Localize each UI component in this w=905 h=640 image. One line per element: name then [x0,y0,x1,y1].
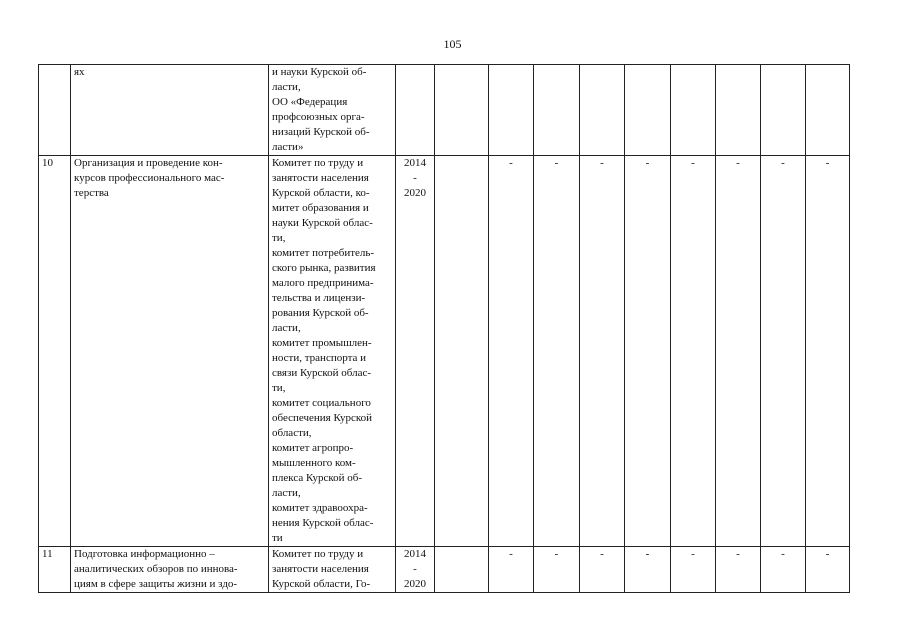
event-cell-line: аналитических обзоров по иннова- [74,563,238,575]
executor-cell-line: комитет социального [272,397,371,409]
executor-cell-line: комитет агропро- [272,442,354,454]
value-cell [489,65,534,156]
value-cell: - [761,156,806,547]
row-number [39,65,71,156]
event-cell-line: циям в сфере защиты жизни и здо- [74,578,238,590]
executor-cell-line: низаций Курской об- [272,126,370,138]
executor-cell-line: науки Курской облас- [272,217,373,229]
table-row [39,156,850,547]
executor-cell-line: малого предпринима- [272,277,374,289]
executor-cell-line: занятости населения [272,172,369,184]
executor-cell-line: ласти, [272,81,301,93]
value-cell: - [806,547,850,593]
value-cell: - [625,547,671,593]
value-cell [625,65,671,156]
period-cell-line: - [413,172,417,184]
value-cell: - [671,547,716,593]
event-cell-line: курсов профессионального мас- [74,172,225,184]
executor-cell-line: комитет промышлен- [272,337,372,349]
value-cell: - [534,547,580,593]
executor-cell-line: Курской области, ко- [272,187,370,199]
executor-cell-line: тельства и лицензи- [272,292,366,304]
executor-cell [269,156,396,547]
value-cell [580,65,625,156]
page-number: 105 [443,37,462,51]
value-cell: - [534,156,580,547]
executor-cell-line: мышленного ком- [272,457,356,469]
value-cell: - [580,156,625,547]
row-number: 11 [39,547,71,593]
executor-cell-line: плекса Курской об- [272,472,363,484]
value-cell [761,65,806,156]
executor-cell-line: ти, [272,232,286,244]
value-cell [435,156,489,547]
executor-cell-line: профсоюзных орга- [272,111,365,123]
executor-cell-line: ласти» [272,141,304,153]
value-cell: - [489,156,534,547]
table-row [39,547,850,593]
executor-cell-line: рования Курской об- [272,307,369,319]
period-cell-line: 2014 [404,548,426,560]
executor-cell-line: ОО «Федерация [272,96,348,108]
value-cell: - [580,547,625,593]
period-cell-line: 2020 [404,187,426,199]
executor-cell [269,65,396,156]
value-cell: - [716,156,761,547]
table-body [39,65,850,593]
value-cell: - [716,547,761,593]
event-cell [71,156,269,547]
measures-table [38,64,850,593]
executor-cell-line: комитет потребитель- [272,247,375,259]
event-cell-line: Организация и проведение кон- [74,157,223,169]
executor-cell-line: занятости населения [272,563,369,575]
value-cell [534,65,580,156]
executor-cell [269,547,396,593]
executor-cell-line: ти [272,532,283,544]
executor-cell-line: ти, [272,382,286,394]
value-cell: - [671,156,716,547]
value-cell [435,547,489,593]
value-cell: - [625,156,671,547]
period-cell [396,547,435,593]
executor-cell-line: ласти, [272,322,301,334]
event-cell [71,65,269,156]
executor-cell-line: ласти, [272,487,301,499]
value-cell [671,65,716,156]
value-cell: - [806,156,850,547]
executor-cell-line: области, [272,427,312,439]
period-cell-line: 2020 [404,578,426,590]
executor-cell-line: ского рынка, развития [272,262,376,274]
value-cell: - [489,547,534,593]
event-cell-line: ях [74,66,85,78]
executor-cell-line: связи Курской облас- [272,367,372,379]
executor-cell-line: Комитет по труду и [272,157,364,169]
executor-cell-line: комитет здравоохра- [272,502,368,514]
executor-cell-line: обеспечения Курской [272,412,373,424]
event-cell [71,547,269,593]
row-number: 10 [39,156,71,547]
executor-cell-line: Комитет по труду и [272,548,364,560]
period-cell [396,156,435,547]
period-cell-line: 2014 [404,157,426,169]
executor-cell-line: нения Курской облас- [272,517,374,529]
value-cell [435,65,489,156]
executor-cell-line: митет образования и [272,202,369,214]
table-row [39,65,850,156]
value-cell: - [761,547,806,593]
executor-cell-line: Курской области, Го- [272,578,371,590]
event-cell-line: Подготовка информационно – [74,548,215,560]
period-cell-line: - [413,563,417,575]
executor-cell-line: и науки Курской об- [272,66,367,78]
executor-cell-line: ности, транспорта и [272,352,367,364]
value-cell [716,65,761,156]
period-cell [396,65,435,156]
value-cell [806,65,850,156]
event-cell-line: терства [74,187,109,199]
